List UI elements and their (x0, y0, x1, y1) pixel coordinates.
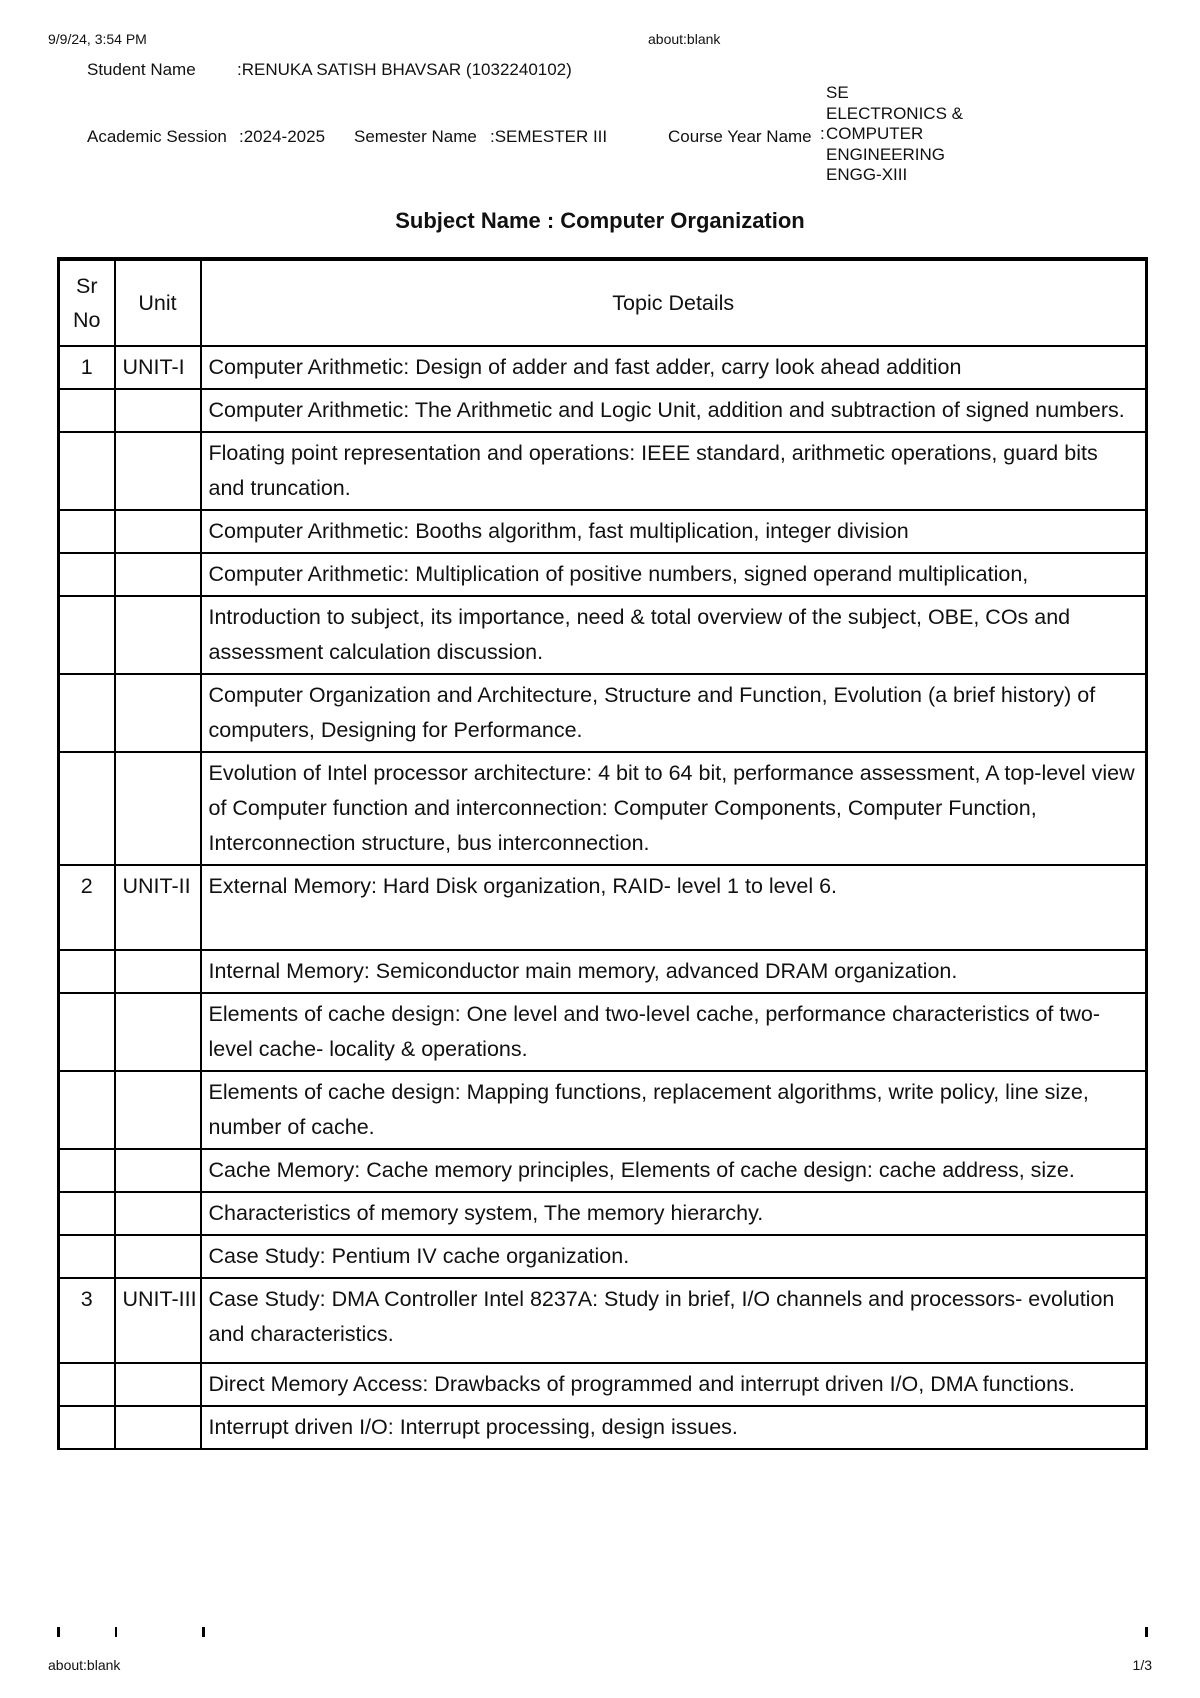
unit-cell: UNIT-II (115, 865, 201, 950)
table-row (59, 1278, 1147, 1363)
column-header-unit: Unit (115, 259, 201, 346)
table-row (59, 1192, 1147, 1235)
topic-cell: Direct Memory Access: Drawbacks of programmed and interrupt driven I/O, DMA functions. (201, 1363, 1147, 1406)
column-header-sr-no: Sr No (59, 259, 115, 346)
topic-cell: Elements of cache design: One level and two-level cache, performance characteristics of two-level cache- locality & operations. (201, 993, 1147, 1071)
table-row (59, 950, 1147, 993)
table-continuation-edge (57, 1627, 1148, 1637)
topic-cell: External Memory: Hard Disk organization, RAID- level 1 to level 6. (201, 865, 1147, 950)
table-header-row (59, 259, 1147, 346)
unit-cell (115, 1406, 201, 1449)
sr-no-cell (59, 596, 115, 674)
topic-cell: Case Study: Pentium IV cache organization. (201, 1235, 1147, 1278)
unit-cell (115, 432, 201, 510)
unit-cell (115, 674, 201, 752)
sr-no-cell (59, 1071, 115, 1149)
topic-cell: Interrupt driven I/O: Interrupt processing, design issues. (201, 1406, 1147, 1449)
topic-cell: Cache Memory: Cache memory principles, Elements of cache design: cache address, size. (201, 1149, 1147, 1192)
sr-no-cell (59, 553, 115, 596)
sr-no-cell (59, 389, 115, 432)
column-header-topic-details: Topic Details (201, 259, 1147, 346)
semester-name-label: Semester Name (354, 127, 477, 146)
unit-cell (115, 950, 201, 993)
academic-session-value: :2024-2025 (239, 127, 326, 146)
table-row (59, 346, 1147, 389)
academic-session-label: Academic Session (87, 127, 227, 146)
table-row (59, 1235, 1147, 1278)
unit-cell (115, 993, 201, 1071)
sr-no-cell (59, 1235, 115, 1278)
table-row (59, 752, 1147, 865)
topic-cell: Elements of cache design: Mapping functions, replacement algorithms, write policy, line size, number of cache. (201, 1071, 1147, 1149)
topic-cell: Floating point representation and operations: IEEE standard, arithmetic operations, guard bits and truncation. (201, 432, 1147, 510)
sr-no-cell (59, 993, 115, 1071)
sr-no-cell (59, 674, 115, 752)
print-url-header: about:blank (648, 31, 721, 47)
unit-cell (115, 553, 201, 596)
sr-no-cell (59, 752, 115, 865)
sr-no-cell (59, 1192, 115, 1235)
unit-cell: UNIT-I (115, 346, 201, 389)
sr-no-cell (59, 432, 115, 510)
course-year-line-text: COMPUTER (826, 124, 924, 143)
topic-cell: Introduction to subject, its importance, need & total overview of the subject, OBE, COs and assessment calculation discussion. (201, 596, 1147, 674)
unit-cell (115, 1149, 201, 1192)
unit-cell: UNIT-III (115, 1278, 201, 1363)
course-year-label: Course Year Name (668, 127, 812, 146)
sr-no-cell: 3 (59, 1278, 115, 1363)
topic-cell: Computer Arithmetic: Design of adder and fast adder, carry look ahead addition (201, 346, 1147, 389)
course-year-line: ENGG-XIII (826, 165, 908, 184)
table-row (59, 865, 1147, 950)
unit-cell (115, 510, 201, 553)
table-row (59, 510, 1147, 553)
table-row (59, 1071, 1147, 1149)
table-body (59, 346, 1147, 1449)
topic-cell: Case Study: DMA Controller Intel 8237A: Study in brief, I/O channels and processors- evolution and characteristics. (201, 1278, 1147, 1363)
course-year-colon: : (820, 124, 825, 143)
topic-cell: Computer Arithmetic: Booths algorithm, fast multiplication, integer division (201, 510, 1147, 553)
topic-cell: Characteristics of memory system, The memory hierarchy. (201, 1192, 1147, 1235)
sr-no-cell (59, 950, 115, 993)
page-counter: 1/3 (1132, 1657, 1152, 1673)
sr-no-cell: 1 (59, 346, 115, 389)
table-row (59, 596, 1147, 674)
sr-no-cell (59, 1149, 115, 1192)
unit-cell (115, 1235, 201, 1278)
topic-cell: Evolution of Intel processor architecture: 4 bit to 64 bit, performance assessment, A top-level view of Computer function and interconnection: Computer Components, Computer Function, Interconnection structure, bus interconnection. (201, 752, 1147, 865)
table-row (59, 389, 1147, 432)
table-row (59, 674, 1147, 752)
table-row (59, 993, 1147, 1071)
topic-cell: Internal Memory: Semiconductor main memory, advanced DRAM organization. (201, 950, 1147, 993)
course-year-value (820, 83, 963, 186)
course-year-line: ELECTRONICS & (826, 103, 963, 123)
student-name-label: Student Name (87, 60, 196, 79)
course-year-line: SE (826, 83, 849, 102)
print-url-footer: about:blank (48, 1657, 121, 1673)
unit-cell (115, 1071, 201, 1149)
print-datetime: 9/9/24, 3:54 PM (48, 31, 147, 47)
table-row (59, 432, 1147, 510)
table-row (59, 1149, 1147, 1192)
sr-no-cell (59, 510, 115, 553)
sr-no-cell (59, 1363, 115, 1406)
course-year-line: ENGINEERING (826, 144, 946, 164)
topic-cell: Computer Organization and Architecture, Structure and Function, Evolution (a brief history) of computers, Designing for Performance. (201, 674, 1147, 752)
unit-cell (115, 1192, 201, 1235)
table-row (59, 1406, 1147, 1449)
unit-cell (115, 1363, 201, 1406)
table-row (59, 553, 1147, 596)
course-year-line (820, 124, 963, 145)
semester-name-value: :SEMESTER III (490, 127, 608, 146)
subject-title: Subject Name : Computer Organization (395, 208, 805, 233)
topic-cell: Computer Arithmetic: Multiplication of positive numbers, signed operand multiplication, (201, 553, 1147, 596)
student-name-value: :RENUKA SATISH BHAVSAR (1032240102) (237, 60, 572, 79)
unit-cell (115, 596, 201, 674)
sr-no-cell: 2 (59, 865, 115, 950)
syllabus-table (57, 257, 1148, 1450)
topic-cell: Computer Arithmetic: The Arithmetic and Logic Unit, addition and subtraction of signed numbers. (201, 389, 1147, 432)
sr-no-cell (59, 1406, 115, 1449)
unit-cell (115, 752, 201, 865)
table-row (59, 1363, 1147, 1406)
unit-cell (115, 389, 201, 432)
